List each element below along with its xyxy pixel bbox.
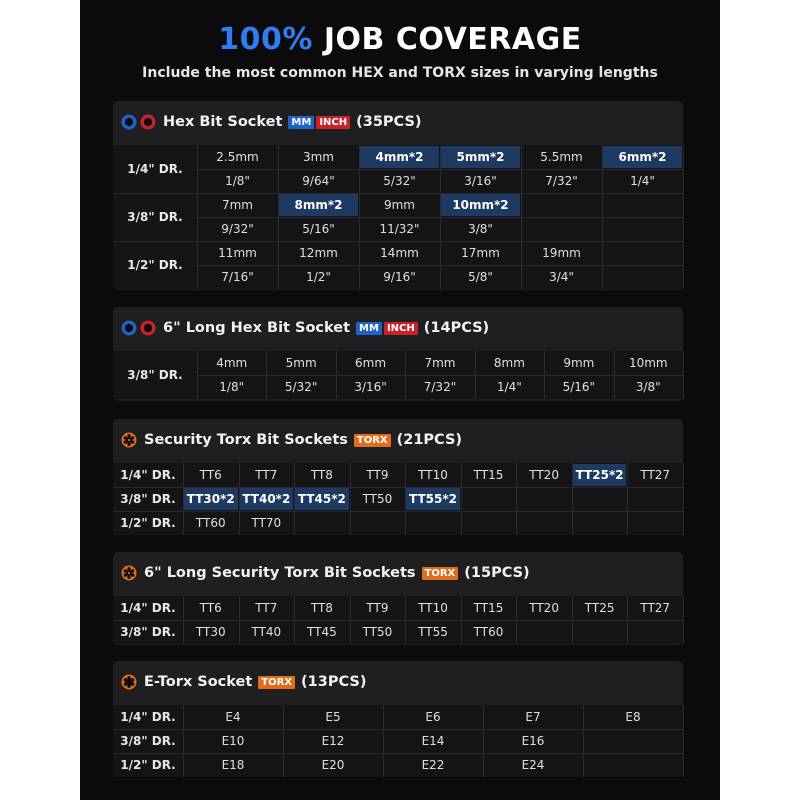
grid-line [683,145,684,289]
grid-line [405,463,406,535]
size-cell: TT70 [251,516,282,530]
title-accent: 100% [218,22,313,57]
size-cell: 5/32" [284,380,318,394]
grid-line [383,705,384,777]
size-cell: 5/16" [562,380,596,394]
size-cell: 5.5mm [540,150,583,164]
size-cell: E5 [325,710,341,724]
size-cell: 9/16" [383,270,416,284]
panel-title-text: 6" Long Security Torx Bit Sockets [144,565,416,581]
panel-title [121,101,422,143]
panel-title [121,419,462,461]
grid-line [183,705,184,777]
size-cell: TT30 [195,625,226,639]
hex-mm-icon [121,114,137,130]
hex-mm-icon [121,320,137,336]
size-cell: E8 [625,710,641,724]
badge-torx: TORX [258,676,295,689]
size-cell: TT15 [473,468,504,482]
panel-3 [113,552,683,645]
size-cell-double: 4mm*2 [360,146,439,168]
drive-size-label: 1/4" DR. [120,710,176,724]
size-cell: 3/8" [635,380,661,394]
size-cell [351,512,405,534]
size-cell [462,512,516,534]
size-cell-double: TT25*2 [573,464,627,486]
piece-count: (14PCS) [423,320,490,336]
size-cell: 9mm [563,356,595,370]
panel-4 [113,661,683,774]
size-cell: TT10 [418,468,448,482]
size-cell [628,621,682,643]
size-cell: TT27 [640,601,671,615]
grid-line [183,463,184,535]
size-cell: E6 [425,710,441,724]
grid-line [516,596,517,644]
panel-0 [113,101,683,290]
grid-line [516,463,517,535]
size-cell: TT7 [255,468,278,482]
size-cell: TT27 [640,468,671,482]
sizes-table [113,463,683,535]
size-cell [522,218,601,240]
size-cell: E20 [321,758,345,772]
size-cell: 1/8" [225,174,250,188]
grid-line [197,375,683,376]
size-cell: 9/64" [302,174,335,188]
size-cell [522,194,601,216]
grid-line [544,351,545,399]
size-cell: E16 [521,734,545,748]
grid-line [266,351,267,399]
size-cell-double: TT55*2 [406,488,460,510]
drive-size-label: 3/8" DR. [120,734,176,748]
grid-line [359,145,360,289]
size-cell [517,512,571,534]
size-cell-double: 8mm*2 [279,194,358,216]
size-cell: 3mm [302,150,334,164]
grid-line [572,463,573,535]
size-cell [603,218,682,240]
size-cell: E12 [321,734,345,748]
size-cell: E18 [221,758,245,772]
size-cell-double: TT45*2 [295,488,349,510]
size-cell [517,621,571,643]
grid-line [350,596,351,644]
grid-line [583,705,584,777]
size-cell: E24 [521,758,545,772]
piece-count: (13PCS) [301,674,367,690]
grid-line [475,351,476,399]
size-cell: TT6 [199,601,222,615]
size-cell: 3/16" [354,380,387,394]
size-cell: 3/8" [468,222,493,236]
size-cell [295,512,349,534]
size-cell: TT15 [473,601,504,615]
grid-line [614,351,615,399]
size-cell-double: TT40*2 [240,488,294,510]
size-cell: E10 [221,734,245,748]
size-cell: TT45 [307,625,337,639]
size-cell [573,512,627,534]
size-cell [517,488,571,510]
size-cell: 3/16" [464,174,497,188]
size-cell: 1/8" [219,380,245,394]
badge-mm: MM [288,116,314,129]
size-cell: TT6 [199,468,222,482]
size-cell: 1/4" [630,174,655,188]
grid-line [627,596,628,644]
size-cell: 8mm [493,356,525,370]
grid-line [483,705,484,777]
hex-inch-icon [140,320,156,336]
grid-line [572,596,573,644]
size-cell: 7/32" [545,174,578,188]
size-cell: 10mm [628,356,668,370]
badge-inch: INCH [384,322,418,335]
size-cell: 5/16" [302,222,335,236]
size-cell: E22 [421,758,445,772]
drive-size-label: 1/2" DR. [120,758,176,772]
badge-mm: MM [356,322,382,335]
size-cell: 7mm [424,356,456,370]
size-cell: 7/32" [423,380,457,394]
hex-inch-icon [140,114,156,130]
size-cell: TT9 [366,601,389,615]
grid-line [405,596,406,644]
drive-size-label: 3/8" DR. [127,210,183,224]
sizes-table [113,145,683,289]
piece-count: (21PCS) [396,432,463,448]
size-cell: E7 [525,710,541,724]
page-title [80,22,720,57]
size-cell: 1/4" [496,380,522,394]
size-cell [603,194,682,216]
size-cell [406,512,460,534]
size-cell: 9/32" [221,222,254,236]
size-cell: TT9 [366,468,389,482]
panel-title [121,552,530,594]
size-cell: 3/4" [549,270,574,284]
grid-line [283,705,284,777]
grid-line [440,145,441,289]
size-cell: 9mm [383,198,415,212]
badge-inch: INCH [316,116,350,129]
drive-size-label: 3/8" DR. [127,368,183,382]
drive-size-label: 3/8" DR. [120,625,176,639]
size-cell: 11/32" [379,222,420,236]
grid-line [239,596,240,644]
sizes-table [113,596,683,644]
grid-line [294,596,295,644]
size-cell: TT55 [418,625,448,639]
drive-size-label: 1/2" DR. [127,258,183,272]
size-cell [603,242,682,264]
grid-line [461,596,462,644]
size-cell: TT50 [362,625,393,639]
security-torx-icon [121,432,137,448]
grid-line [521,145,522,289]
grid-line [683,351,684,399]
size-cell [603,266,682,288]
drive-size-label: 1/4" DR. [120,468,176,482]
size-cell [628,512,682,534]
drive-size-label: 1/4" DR. [120,601,176,615]
size-cell: 11mm [218,246,257,260]
grid-line [627,463,628,535]
size-cell: 17mm [461,246,500,260]
panel-title-text: E-Torx Socket [144,674,253,690]
size-cell: E14 [421,734,445,748]
piece-count: (35PCS) [356,114,422,130]
size-cell: 2.5mm [216,150,259,164]
drive-size-label: 3/8" DR. [120,492,176,506]
grid-line [197,145,198,289]
grid-line [294,463,295,535]
grid-line [683,463,684,535]
sizes-table [113,351,683,399]
size-cell: 5/32" [383,174,416,188]
panel-title-text: Hex Bit Socket [163,114,283,130]
size-cell: 1/2" [306,270,331,284]
size-cell-double: 10mm*2 [441,194,520,216]
size-cell: 14mm [380,246,419,260]
size-cell-double: 5mm*2 [441,146,520,168]
grid-line [405,351,406,399]
grid-line [602,145,603,289]
size-cell: TT10 [418,601,448,615]
grid-line [239,463,240,535]
size-cell: TT40 [251,625,282,639]
size-cell [573,488,627,510]
grid-line [183,596,184,644]
badge-torx: TORX [354,434,391,447]
page-subtitle: Include the most common HEX and TORX sizes in varying lengths [142,65,658,81]
grid-line [350,463,351,535]
grid-line [683,596,684,644]
panel-title [121,661,366,703]
panel-title-text: Security Torx Bit Sockets [144,432,348,448]
size-cell: TT7 [255,601,278,615]
size-cell: TT60 [473,625,504,639]
grid-line [197,351,198,399]
panel-title [121,307,489,349]
panel-title-text: 6" Long Hex Bit Socket [163,320,351,336]
size-cell [584,730,682,752]
piece-count: (15PCS) [464,565,530,581]
sizes-table [113,705,683,777]
panel-2 [113,419,683,533]
badge-torx: TORX [422,567,459,580]
size-cell: 12mm [299,246,338,260]
grid-line [278,145,279,289]
grid-line [336,351,337,399]
size-cell: TT60 [195,516,226,530]
size-cell: TT20 [529,468,559,482]
size-cell: 4mm [216,356,248,370]
security-torx-icon [121,565,137,581]
size-cell: TT8 [310,468,333,482]
size-cell-double: 6mm*2 [603,146,682,168]
size-cell [573,621,627,643]
size-cell: 7/16" [221,270,254,284]
drive-size-label: 1/2" DR. [120,516,176,530]
size-cell: TT8 [310,601,333,615]
size-cell: 19mm [542,246,581,260]
grid-line [683,705,684,777]
drive-size-label: 1/4" DR. [127,162,183,176]
size-cell: TT20 [529,601,559,615]
panel-1 [113,307,683,401]
size-cell: 5/8" [468,270,493,284]
infographic-canvas [80,0,720,800]
e-torx-icon [121,674,137,690]
size-cell: TT25 [584,601,615,615]
size-cell: 7mm [221,198,253,212]
size-cell: E4 [225,710,241,724]
size-cell: 5mm [285,356,317,370]
size-cell: 6mm [355,356,387,370]
size-cell-double: TT30*2 [184,488,238,510]
size-cell [628,488,682,510]
title-text: JOB COVERAGE [323,22,582,57]
size-cell: TT50 [362,492,393,506]
size-cell [462,488,516,510]
grid-line [461,463,462,535]
size-cell [584,754,682,776]
